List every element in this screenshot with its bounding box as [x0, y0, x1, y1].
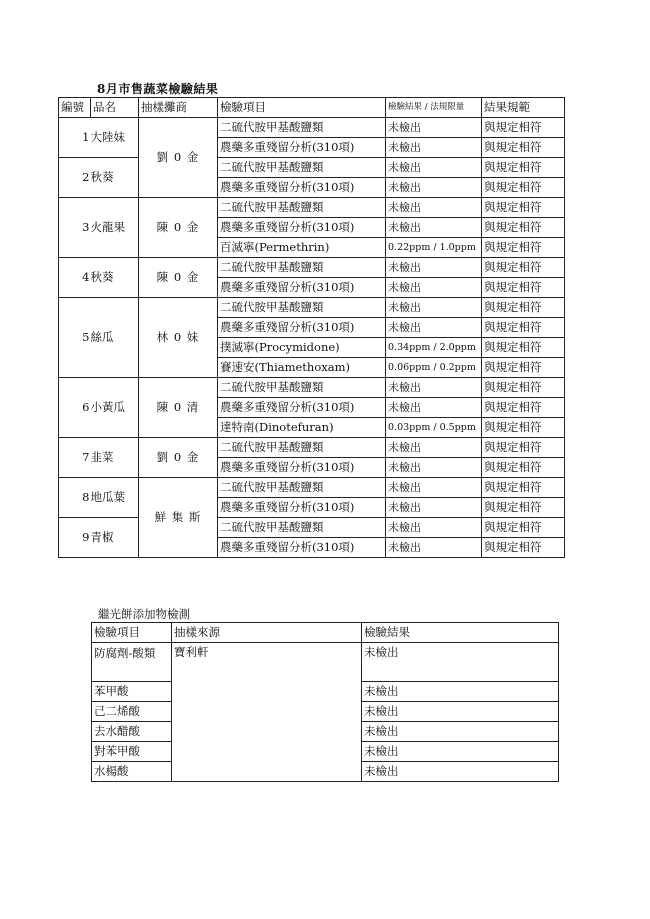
header-no: 編號: [59, 98, 91, 118]
additive-header-source: 抽樣來源: [172, 623, 362, 643]
sample-vendor: 鮮 集 斯: [139, 478, 218, 558]
test-item: 農藥多重殘留分析(310項): [218, 138, 386, 158]
header-result: 檢驗結果 / 法規限量: [386, 98, 482, 118]
test-result: 未檢出: [386, 498, 482, 518]
header-conclusion: 結果規範: [482, 98, 565, 118]
sample-name: 地瓜葉: [91, 478, 139, 518]
test-item: 農藥多重殘留分析(310項): [218, 498, 386, 518]
test-item: 二硫代胺甲基酸鹽類: [218, 198, 386, 218]
sample-number: 9: [59, 518, 91, 558]
sample-number: 6: [59, 378, 91, 438]
table-row: [59, 378, 565, 398]
additive-header-row: [92, 623, 559, 643]
table-row: [59, 438, 565, 458]
additive-result: 未檢出: [362, 682, 559, 702]
additive-header-item: 檢驗項目: [92, 623, 172, 643]
sample-number: 1: [59, 118, 91, 158]
test-result: 0.34ppm / 2.0ppm: [386, 338, 482, 358]
test-conclusion: 與規定相符: [482, 138, 565, 158]
test-item: 二硫代胺甲基酸鹽類: [218, 478, 386, 498]
table-row: [59, 158, 565, 178]
test-conclusion: 與規定相符: [482, 198, 565, 218]
additive-item: 防腐劑-酸類: [92, 643, 172, 682]
test-conclusion: 與規定相符: [482, 458, 565, 478]
sample-name: 大陸妹: [91, 118, 139, 158]
sample-name: 秋葵: [91, 258, 139, 298]
sample-name: 小黃瓜: [91, 378, 139, 438]
header-vendor: 抽樣攤商: [139, 98, 218, 118]
additive-row: [92, 643, 559, 682]
test-result: 未檢出: [386, 158, 482, 178]
test-result: 未檢出: [386, 118, 482, 138]
test-conclusion: 與規定相符: [482, 338, 565, 358]
additive-result: 未檢出: [362, 742, 559, 762]
sample-number: 5: [59, 298, 91, 378]
test-result: 未檢出: [386, 138, 482, 158]
test-item: 農藥多重殘留分析(310項): [218, 178, 386, 198]
table-row: [59, 258, 565, 278]
test-result: 未檢出: [386, 378, 482, 398]
test-result: 未檢出: [386, 178, 482, 198]
sample-vendor: 陳 0 清: [139, 378, 218, 438]
test-conclusion: 與規定相符: [482, 518, 565, 538]
test-item: 二硫代胺甲基酸鹽類: [218, 258, 386, 278]
test-conclusion: 與規定相符: [482, 418, 565, 438]
test-result: 未檢出: [386, 458, 482, 478]
table-row: [59, 298, 565, 318]
test-item: 二硫代胺甲基酸鹽類: [218, 438, 386, 458]
test-conclusion: 與規定相符: [482, 178, 565, 198]
additive-test-table: [91, 622, 559, 782]
test-conclusion: 與規定相符: [482, 298, 565, 318]
table-row: [59, 118, 565, 138]
sample-vendor: 劉 0 金: [139, 438, 218, 478]
test-item: 達特南(Dinotefuran): [218, 418, 386, 438]
additive-result: 未檢出: [362, 643, 559, 682]
sample-number: 8: [59, 478, 91, 518]
test-item: 二硫代胺甲基酸鹽類: [218, 378, 386, 398]
test-conclusion: 與規定相符: [482, 378, 565, 398]
test-item: 農藥多重殘留分析(310項): [218, 218, 386, 238]
additive-item: 苯甲酸: [92, 682, 172, 702]
additive-item: 水楊酸: [92, 762, 172, 782]
sample-name: 火龍果: [91, 198, 139, 258]
test-item: 撲滅寧(Procymidone): [218, 338, 386, 358]
sample-name: 青椒: [91, 518, 139, 558]
test-result: 0.06ppm / 0.2ppm: [386, 358, 482, 378]
sample-number: 4: [59, 258, 91, 298]
test-result: 未檢出: [386, 538, 482, 558]
sample-name: 絲瓜: [91, 298, 139, 378]
test-conclusion: 與規定相符: [482, 118, 565, 138]
test-conclusion: 與規定相符: [482, 358, 565, 378]
test-conclusion: 與規定相符: [482, 278, 565, 298]
test-item: 百滅寧(Permethrin): [218, 238, 386, 258]
sample-vendor: 劉 0 金: [139, 118, 218, 198]
additive-result: 未檢出: [362, 702, 559, 722]
table-header-row: [59, 98, 565, 118]
test-item: 二硫代胺甲基酸鹽類: [218, 298, 386, 318]
test-conclusion: 與規定相符: [482, 398, 565, 418]
test-result: 未檢出: [386, 438, 482, 458]
table-row: [59, 518, 565, 538]
table-row: [59, 478, 565, 498]
test-item: 農藥多重殘留分析(310項): [218, 278, 386, 298]
test-item: 農藥多重殘留分析(310項): [218, 398, 386, 418]
test-result: 未檢出: [386, 258, 482, 278]
sample-name: 秋葵: [91, 158, 139, 198]
additive-item: 對苯甲酸: [92, 742, 172, 762]
header-name: 品名: [91, 98, 139, 118]
table-row: [59, 198, 565, 218]
test-result: 未檢出: [386, 478, 482, 498]
test-result: 未檢出: [386, 318, 482, 338]
test-result: 未檢出: [386, 198, 482, 218]
sample-number: 3: [59, 198, 91, 258]
additive-result: 未檢出: [362, 762, 559, 782]
test-conclusion: 與規定相符: [482, 478, 565, 498]
additive-item: 己二烯酸: [92, 702, 172, 722]
test-item: 二硫代胺甲基酸鹽類: [218, 118, 386, 138]
vegetable-test-table: [58, 97, 565, 558]
test-item: 農藥多重殘留分析(310項): [218, 318, 386, 338]
additive-header-result: 檢驗結果: [362, 623, 559, 643]
additive-source: 寶利軒: [172, 643, 362, 782]
test-result: 未檢出: [386, 518, 482, 538]
test-item: 二硫代胺甲基酸鹽類: [218, 518, 386, 538]
test-conclusion: 與規定相符: [482, 238, 565, 258]
test-result: 0.03ppm / 0.5ppm: [386, 418, 482, 438]
sample-vendor: 陳 0 金: [139, 258, 218, 298]
test-result: 未檢出: [386, 298, 482, 318]
test-conclusion: 與規定相符: [482, 438, 565, 458]
test-item: 農藥多重殘留分析(310項): [218, 458, 386, 478]
test-result: 0.22ppm / 1.0ppm: [386, 238, 482, 258]
sample-vendor: 林 0 妹: [139, 298, 218, 378]
test-conclusion: 與規定相符: [482, 258, 565, 278]
test-conclusion: 與規定相符: [482, 218, 565, 238]
test-result: 未檢出: [386, 278, 482, 298]
test-item: 賽速安(Thiamethoxam): [218, 358, 386, 378]
test-conclusion: 與規定相符: [482, 318, 565, 338]
test-item: 二硫代胺甲基酸鹽類: [218, 158, 386, 178]
test-result: 未檢出: [386, 398, 482, 418]
additive-result: 未檢出: [362, 722, 559, 742]
test-conclusion: 與規定相符: [482, 498, 565, 518]
additive-title: 繼光餅添加物檢測: [98, 607, 190, 621]
sample-number: 2: [59, 158, 91, 198]
test-item: 農藥多重殘留分析(310項): [218, 538, 386, 558]
additive-item: 去水醋酸: [92, 722, 172, 742]
page-title: 8月市售蔬菜檢驗結果: [97, 82, 219, 96]
test-conclusion: 與規定相符: [482, 158, 565, 178]
sample-name: 韭菜: [91, 438, 139, 478]
sample-number: 7: [59, 438, 91, 478]
header-item: 檢驗項目: [218, 98, 386, 118]
test-conclusion: 與規定相符: [482, 538, 565, 558]
sample-vendor: 陳 0 金: [139, 198, 218, 258]
test-result: 未檢出: [386, 218, 482, 238]
